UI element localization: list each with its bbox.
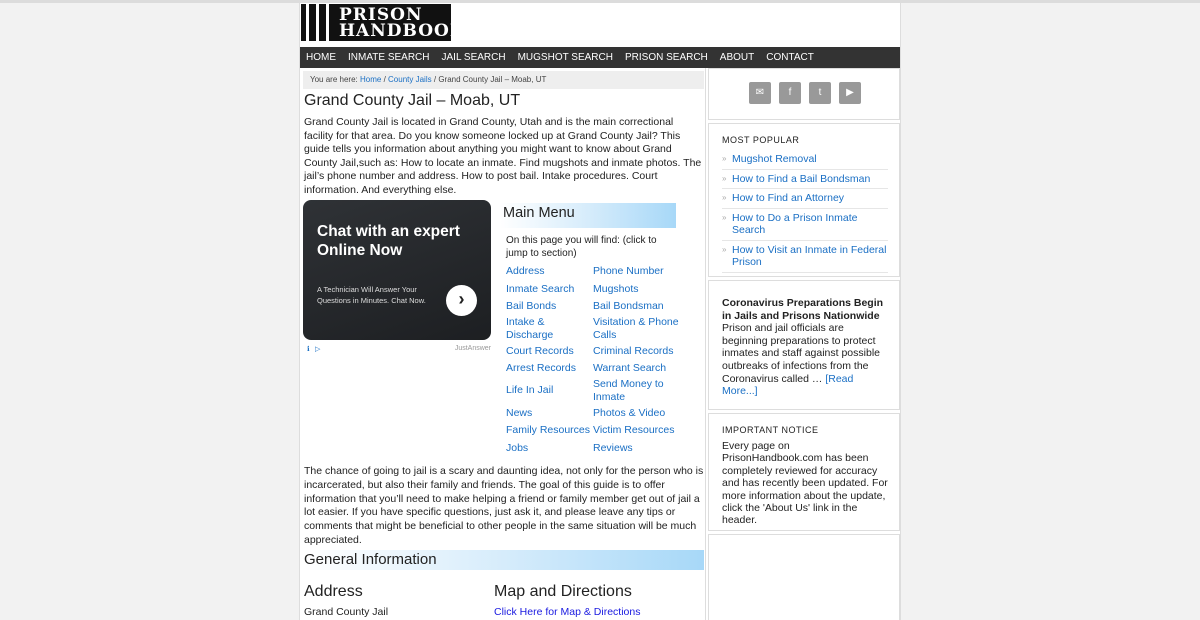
breadcrumb-current: Grand County Jail – Moab, UT: [438, 75, 547, 84]
section-heading-general: General Information: [304, 550, 704, 570]
notice-box: [708, 413, 900, 531]
intro-paragraph: Grand County Jail is located in Grand County, Utah and is the main correctional facility for that area. Do you know someone locked up at Grand County Jail? This guide tells you information about anything you might want to know about Grand County Jail,such as: How to locate an inmate. Find mugshots and inmate photos. The jail’s phone number and address. How to post bail. Intake procedures. Court information. And everything else.: [304, 116, 702, 196]
most-popular-list: [722, 150, 888, 273]
ad-brand: JustAnswer: [454, 345, 491, 352]
notice-heading: IMPORTANT NOTICE: [722, 425, 819, 435]
nav-about[interactable]: ABOUT: [719, 52, 755, 63]
ad-headline: Chat with an expert Online Now: [317, 223, 460, 259]
map-heading: Map and Directions: [494, 583, 632, 600]
info-icon[interactable]: ℹ: [307, 346, 310, 353]
menu-link-criminal-records[interactable]: Criminal Records: [593, 344, 674, 357]
nav-mugshot-search[interactable]: MUGSHOT SEARCH: [517, 52, 613, 63]
most-popular-heading: MOST POPULAR: [722, 135, 800, 145]
twitter-icon[interactable]: t: [809, 82, 831, 104]
menu-link-bail-bondsman[interactable]: Bail Bondsman: [593, 300, 664, 312]
main-menu: [500, 203, 678, 457]
menu-link-visitation[interactable]: Visitation & Phone Calls: [593, 315, 679, 341]
menu-link-victim-resources[interactable]: Victim Resources: [593, 424, 675, 436]
menu-link-jobs[interactable]: Jobs: [506, 441, 529, 454]
notice-body: Every page on PrisonHandbook.com has been completely reviewed for accuracy and has recently been updated. For more information about the update, click the 'About Us' link in the header.: [722, 440, 888, 527]
popular-link[interactable]: » Mugshot Removal: [722, 150, 888, 170]
nav-contact[interactable]: CONTACT: [766, 52, 814, 63]
body-paragraph: The chance of going to jail is a scary and daunting idea, not only for the person who is incarcerated, but also their family and friends. The goal of this guide is to offer information that you’ll need to make helping a friend or family member get out of jail a lot easier. If you have specific questions, just ask it, and please leave any tips or comments that might be beneficial to other people in the same situation will be much appreciated.: [304, 465, 704, 546]
menu-link-inmate-search[interactable]: Inmate Search: [506, 282, 575, 295]
main-menu-intro: On this page you will find: (click to jump to section): [506, 235, 657, 259]
main-content: [300, 68, 706, 620]
menu-link-photos-video[interactable]: Photos & Video: [593, 406, 666, 419]
breadcrumb-home[interactable]: Home: [359, 75, 382, 84]
nav-prison-search[interactable]: PRISON SEARCH: [624, 52, 708, 63]
page-title: Grand County Jail – Moab, UT: [304, 92, 521, 109]
breadcrumb-county-jails[interactable]: County Jails: [388, 75, 432, 84]
breadcrumb-separator: /: [383, 75, 386, 84]
facebook-icon[interactable]: f: [779, 82, 801, 104]
breadcrumb-separator: /: [433, 75, 437, 84]
nav-inmate-search[interactable]: INMATE SEARCH: [348, 52, 430, 63]
main-menu-title: Main Menu: [500, 203, 676, 228]
main-menu-links: [506, 263, 678, 457]
popular-link[interactable]: » How to Find a Bail Bondsman: [722, 170, 888, 190]
popular-link[interactable]: » How to Visit an Inmate in Federal Prison: [722, 241, 888, 273]
map-directions-link[interactable]: Click Here for Map & Directions: [494, 606, 641, 618]
menu-link-family-resources[interactable]: Family Resources: [506, 424, 591, 436]
empty-widget: [708, 534, 900, 620]
address-value: Grand County Jail: [304, 606, 389, 618]
read-more-link[interactable]: [Read More...]: [722, 372, 854, 398]
news-body: Prison and jail officials are beginning preparations to protect inmates and staff against possible outbreaks of infections from the Coronavirus called …: [722, 322, 880, 385]
menu-link-court-records[interactable]: Court Records: [506, 344, 574, 357]
logo-bars-icon: [304, 4, 331, 41]
chevron-right-icon[interactable]: ›: [446, 285, 477, 316]
address-heading: Address: [304, 583, 363, 600]
popular-link[interactable]: » How to Find an Attorney: [722, 189, 888, 209]
news-title[interactable]: Coronavirus Preparations Begin in Jails and Prisons Nationwide: [722, 297, 884, 322]
most-popular-box: [708, 123, 900, 277]
site-logo[interactable]: [301, 4, 466, 41]
news-box: [708, 280, 900, 410]
menu-link-arrest-records[interactable]: Arrest Records: [506, 362, 577, 374]
sidebar: [708, 68, 900, 620]
social-box: [708, 68, 900, 120]
menu-link-address[interactable]: Address: [506, 265, 545, 277]
menu-link-mugshots[interactable]: Mugshots: [593, 282, 639, 295]
main-nav: [300, 47, 900, 68]
ad-subtext: A Technician Will Answer Your Questions in Minutes. Chat Now.: [317, 285, 426, 305]
email-icon[interactable]: ✉: [749, 82, 771, 104]
popular-link[interactable]: » How to Do a Prison Inmate Search: [722, 209, 888, 241]
breadcrumb-prefix: You are here:: [310, 75, 358, 84]
youtube-icon[interactable]: ▶: [839, 82, 861, 104]
menu-link-intake-discharge[interactable]: Intake & Discharge: [506, 315, 554, 341]
menu-link-bail-bonds[interactable]: Bail Bonds: [506, 300, 557, 312]
nav-jail-search[interactable]: JAIL SEARCH: [441, 52, 506, 63]
adchoices-icon[interactable]: ▷: [315, 346, 321, 353]
menu-link-phone-number[interactable]: Phone Number: [593, 265, 664, 277]
ad-footer: [303, 345, 491, 355]
logo-text: PRISON HANDBOOK: [339, 4, 466, 41]
menu-link-life-in-jail[interactable]: Life In Jail: [506, 384, 554, 397]
ad-banner[interactable]: [303, 200, 491, 340]
menu-link-send-money[interactable]: Send Money to Inmate: [593, 377, 664, 403]
menu-link-news[interactable]: News: [506, 406, 533, 419]
menu-link-warrant-search[interactable]: Warrant Search: [593, 362, 667, 374]
breadcrumb: [303, 71, 704, 89]
nav-home[interactable]: HOME: [306, 52, 336, 63]
page-wrapper: [299, 3, 901, 620]
menu-link-reviews[interactable]: Reviews: [593, 441, 633, 454]
